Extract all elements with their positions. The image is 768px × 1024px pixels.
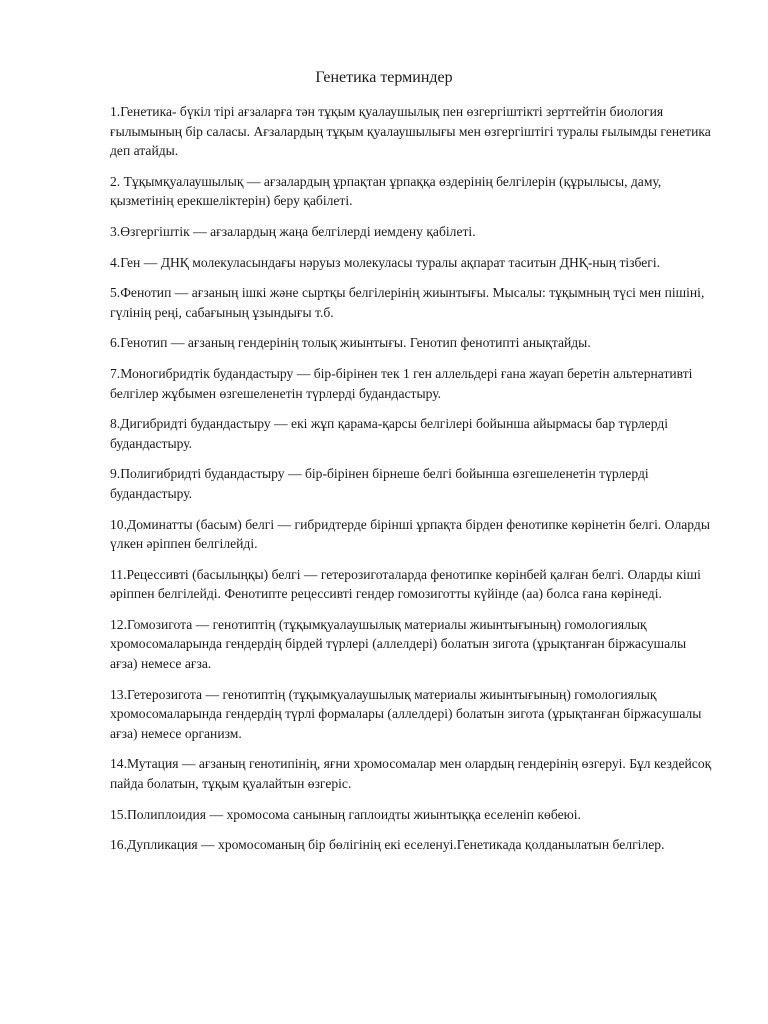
term-item: 9.Полигибридті будандастыру — бір-бірінен бірнеше белгі бойынша өзгешеленетін түрлерді будандастыру. [110, 466, 649, 501]
term-item: 5.Фенотип — ағзаның ішкі және сыртқы белгілерінің жиынтығы. Мысалы: тұқымның түсі мен пішіні, гүлінің реңі, сабағының ұзындығы т.б. [110, 285, 705, 320]
term-item: 11.Рецессивті (басылыңқы) белгі — гетерозиготаларда фенотипке көрінбей қалған белгі. Оларды кіші әріппен белгілейді. Фенотипте рецессивті гендер гомозиготты күйінде (аа) болса ғана көрінеді. [110, 566, 701, 602]
term-item: 15.Полиплоидия — хромосома санының гаплоидты жиынтыққа еселеніп көбеюі. [110, 806, 581, 822]
term-item: 6.Генотип — ағзаның гендерінің толық жиынтығы. Генотип фенотипті анықтайды. [110, 335, 591, 351]
term-item: 7.Моногибридтік будандастыру — бір-бірінен тек 1 ген аллельдері ғана жауап беретін альтернативті белгілер жұбымен өзгешеленетін түрлерді будандастыру. [110, 365, 693, 401]
term-item: 2. Тұқымқуалаушылық — ағзалардың ұрпақтан ұрпаққа өздерінің белгілерін (құрылысы, даму, қызметінің ерекшеліктерін) беру қабілеті. [110, 173, 662, 209]
term-item: 16.Дупликация — хромосоманың бір бөлігінің екі еселенуі.Генетикада қолданылатын белгілер. [110, 837, 665, 853]
term-item: 13.Гетерозигота — генотиптің (тұқымқуалаушылық материалы жиынтығының) гомологиялық хромосомаларында гендердің түрлі формалары (аллелдері) болатын зигота (ұрықтанған біржасушалы ағза) немесе организм. [110, 686, 702, 741]
term-item: 12.Гомозигота — генотиптің (тұқымқуалаушылық материалы жиынтығының) гомологиялық хромосомаларында гендердің бірдей түрлері (аллелдері) болатын зигота (ұрықтанған біржасушалы ағза) немесе ағза. [110, 616, 687, 672]
term-item: 8.Дигибридті будандастыру — екі жұп қарама-қарсы белгілері бойынша айырмасы бар түрлерді будандастыру. [110, 416, 669, 451]
term-item: 10.Доминатты (басым) белгі — гибридтерде бірінші ұрпақта бірден фенотипке көрінетін белгі. Оларды үлкен әріппен белгілейді. [110, 516, 710, 552]
term-item: 14.Мутация — ағзаның генотипінің, яғни хромосомалар мен олардың гендерінің өзгеруі. Бұл кездейсоқ пайда болатын, тұқым қуалайтын өзгеріс. [110, 756, 712, 792]
term-list [110, 102, 714, 866]
document-title: Генетика терминдер [315, 69, 453, 86]
term-item: 4.Ген — ДНҚ молекуласындағы нәруыз молекуласы туралы ақпарат таситын ДНҚ-ның тізбегі. [110, 254, 661, 270]
term-item: 1.Генетика- бүкіл тірі ағзаларға тән тұқым қуалаушылық пен өзгергіштікті зерттейтін биология ғылымының бір саласы. Ағзалардың тұқым қуалаушылығы мен өзгергіштігі туралы ғылымды генетика деп атайды. [110, 104, 711, 159]
term-item: 3.Өзгергіштік — ағзалардың жаңа белгілерді иемдену қабілеті. [110, 223, 476, 239]
